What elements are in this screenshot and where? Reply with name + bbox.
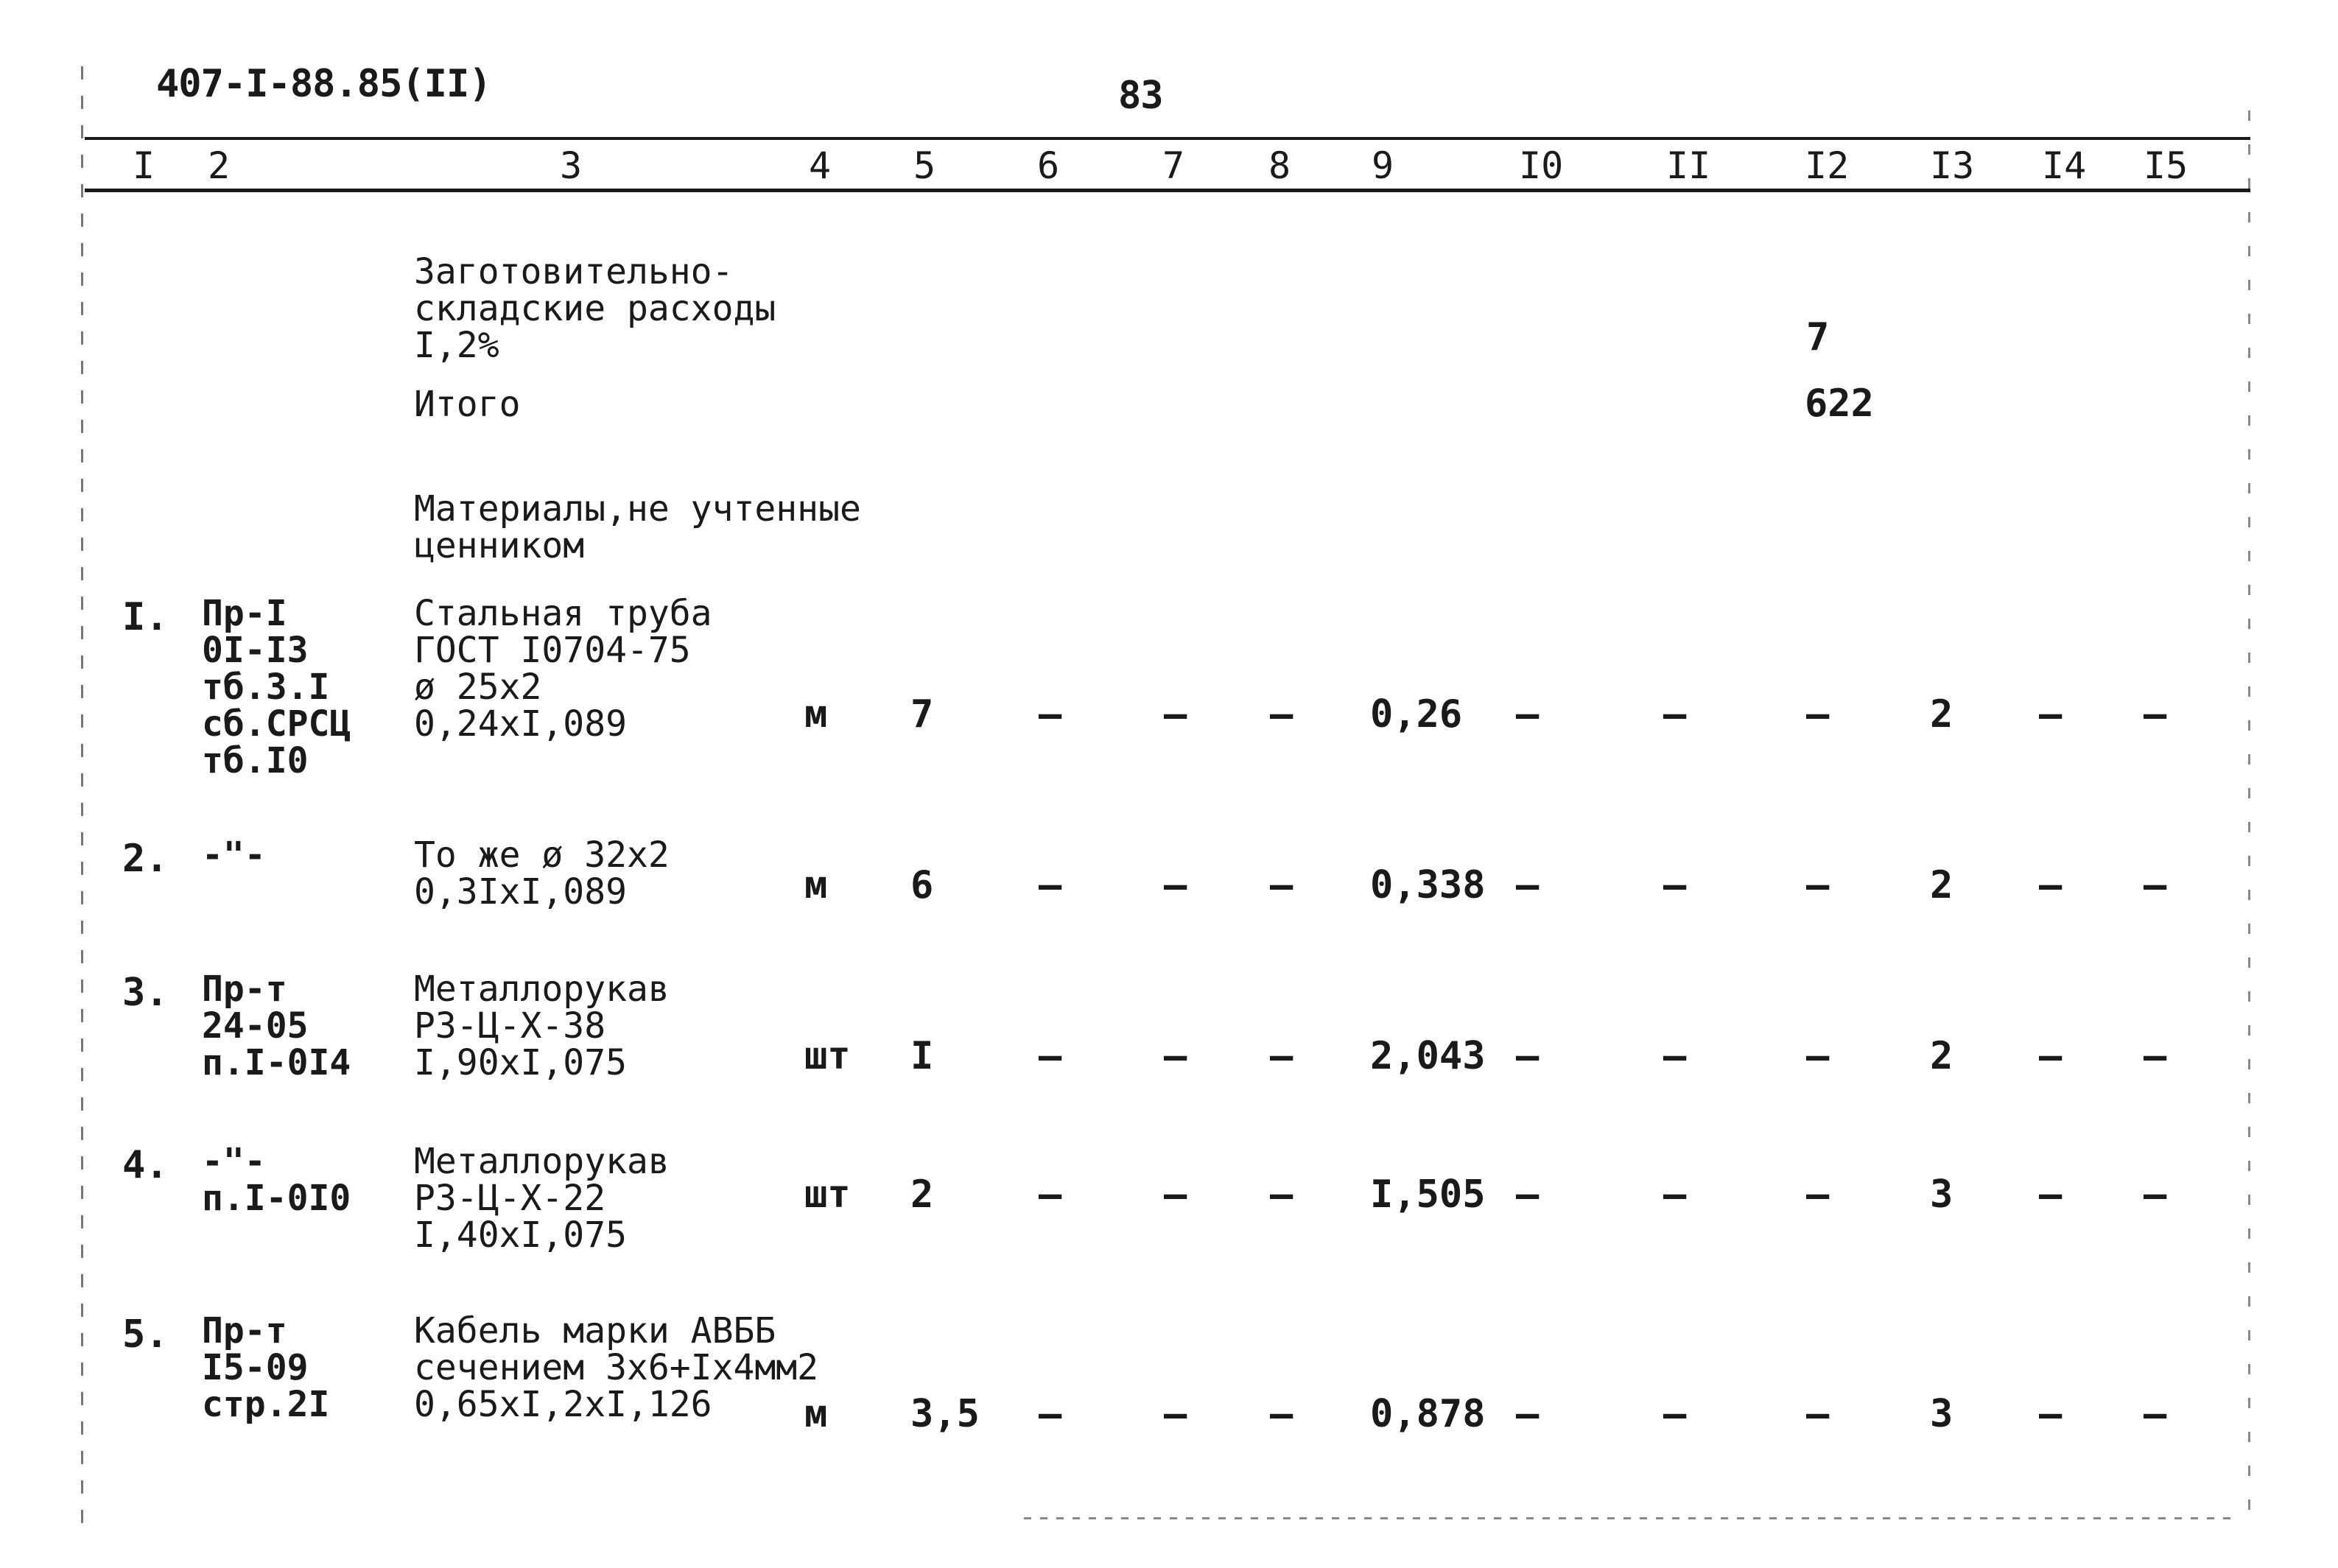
col11-cell: –: [1663, 1392, 1687, 1436]
reference-line: -"-: [202, 1141, 266, 1182]
quantity-cell: 6: [910, 863, 934, 907]
reference-line: 0I-I3: [202, 630, 309, 671]
unit-cell: шт: [804, 1173, 851, 1217]
row-number: 2.: [122, 837, 169, 881]
reference-line: стр.2I: [202, 1384, 330, 1425]
reference-line: тб.I0: [202, 740, 309, 781]
description-line: Кабель марки АВББ: [414, 1310, 776, 1351]
col12-cell: –: [1806, 1034, 1830, 1078]
overhead-line-3: I,2%: [414, 325, 499, 366]
col8-cell: –: [1270, 863, 1293, 907]
col11-cell: –: [1663, 1034, 1687, 1078]
reference-line: п.I-0I4: [202, 1042, 351, 1083]
description-line: Металлорукав: [414, 1141, 670, 1182]
description-line: I,40xI,075: [414, 1214, 627, 1256]
reference-line: Пр-т: [202, 1310, 287, 1351]
col11-cell: –: [1663, 692, 1687, 736]
col12-cell: –: [1806, 692, 1830, 736]
col14-cell: –: [2039, 1392, 2063, 1436]
col6-cell: –: [1039, 1034, 1062, 1078]
col15-cell: –: [2144, 863, 2167, 907]
column-number-3: 3: [560, 144, 583, 187]
column-number-8: 8: [1268, 144, 1291, 187]
document-code: 407-I-88.85(II): [156, 62, 491, 106]
column-number-10: I0: [1519, 144, 1564, 187]
reference-line: п.I-0I0: [202, 1178, 351, 1219]
section-heading-line-1: Материалы,не учтенные: [414, 488, 861, 530]
right-margin-edge: [2248, 110, 2250, 1532]
row-reference: [202, 1143, 351, 1217]
left-margin-edge: [81, 66, 83, 1525]
description-line: То же ø 32x2: [414, 834, 670, 876]
col14-cell: –: [2039, 863, 2063, 907]
overhead-line-2: складские расходы: [414, 288, 776, 329]
header-rule: [85, 189, 2250, 192]
col8-cell: –: [1270, 1173, 1293, 1217]
total-value: 622: [1805, 382, 1874, 426]
col7-cell: –: [1164, 692, 1187, 736]
price-cell: 2,043: [1370, 1034, 1486, 1078]
row-description: [414, 1143, 670, 1254]
column-number-1: I: [133, 144, 155, 187]
row-reference: [202, 595, 351, 779]
unit-cell: шт: [804, 1034, 851, 1078]
page-number: 83: [1118, 74, 1163, 118]
col10-cell: –: [1516, 1392, 1540, 1436]
col13-cell: 2: [1930, 863, 1953, 907]
description-line: ø 25x2: [414, 667, 542, 708]
col11-cell: –: [1663, 863, 1687, 907]
section-heading: [414, 488, 861, 566]
col15-cell: –: [2144, 1034, 2167, 1078]
column-number-15: I5: [2144, 144, 2188, 187]
col12-cell: –: [1806, 863, 1830, 907]
quantity-cell: I: [910, 1034, 934, 1078]
description-line: Металлорукав: [414, 968, 670, 1010]
column-number-4: 4: [809, 144, 832, 187]
reference-line: 24-05: [202, 1005, 309, 1047]
reference-line: Пр-т: [202, 968, 287, 1010]
column-number-9: 9: [1372, 144, 1394, 187]
col12-cell: –: [1806, 1173, 1830, 1217]
col13-cell: 3: [1930, 1173, 1953, 1217]
row-description: [414, 968, 670, 1083]
col10-cell: –: [1516, 692, 1540, 736]
col13-cell: 3: [1930, 1392, 1953, 1436]
row-number: 3.: [122, 971, 169, 1015]
description-line: 0,65xI,2xI,126: [414, 1384, 712, 1425]
col6-cell: –: [1039, 1392, 1062, 1436]
row-description: [414, 834, 670, 913]
quantity-cell: 2: [910, 1173, 934, 1217]
col8-cell: –: [1270, 1034, 1293, 1078]
col13-cell: 2: [1930, 1034, 1953, 1078]
top-rule: [85, 137, 2250, 140]
description-line: I,90xI,075: [414, 1042, 627, 1083]
reference-line: I5-09: [202, 1347, 309, 1388]
col8-cell: –: [1270, 692, 1293, 736]
col6-cell: –: [1039, 1173, 1062, 1217]
col7-cell: –: [1164, 863, 1187, 907]
column-number-6: 6: [1037, 144, 1060, 187]
price-cell: 0,338: [1370, 863, 1486, 907]
reference-line: Пр-I: [202, 593, 287, 634]
price-cell: I,505: [1370, 1173, 1486, 1217]
col15-cell: –: [2144, 692, 2167, 736]
row-number: I.: [122, 595, 169, 639]
overhead-value: 7: [1806, 315, 1830, 359]
description-line: сечением 3x6+Ix4мм2: [414, 1347, 819, 1388]
column-number-13: I3: [1930, 144, 1975, 187]
column-number-14: I4: [2042, 144, 2087, 187]
description-line: РЗ-Ц-Х-38: [414, 1005, 606, 1047]
col8-cell: –: [1270, 1392, 1293, 1436]
col6-cell: –: [1039, 692, 1062, 736]
col10-cell: –: [1516, 863, 1540, 907]
reference-line: тб.3.I: [202, 667, 330, 708]
col7-cell: –: [1164, 1392, 1187, 1436]
description-line: Стальная труба: [414, 593, 712, 634]
reference-line: -"-: [202, 834, 266, 876]
description-line: 0,24xI,089: [414, 703, 627, 745]
bottom-dotted-rule: [1024, 1517, 2232, 1519]
column-number-7: 7: [1162, 144, 1185, 187]
unit-cell: м: [804, 863, 828, 907]
section-heading-line-2: ценником: [414, 525, 585, 566]
unit-cell: м: [804, 692, 828, 736]
description-line: 0,3IxI,089: [414, 871, 627, 913]
col13-cell: 2: [1930, 692, 1953, 736]
row-reference: [202, 1312, 329, 1423]
column-number-12: I2: [1805, 144, 1850, 187]
row-number: 4.: [122, 1143, 169, 1187]
row-number: 5.: [122, 1312, 169, 1357]
col7-cell: –: [1164, 1173, 1187, 1217]
col15-cell: –: [2144, 1392, 2167, 1436]
col10-cell: –: [1516, 1034, 1540, 1078]
quantity-cell: 3,5: [910, 1392, 980, 1436]
column-number-2: 2: [208, 144, 231, 187]
col7-cell: –: [1164, 1034, 1187, 1078]
col11-cell: –: [1663, 1173, 1687, 1217]
col14-cell: –: [2039, 1034, 2063, 1078]
col12-cell: –: [1806, 1392, 1830, 1436]
col6-cell: –: [1039, 863, 1062, 907]
overhead-line-1: Заготовительно-: [414, 251, 734, 292]
column-number-5: 5: [913, 144, 936, 187]
quantity-cell: 7: [910, 692, 934, 736]
description-line: ГОСТ I0704-75: [414, 630, 691, 671]
price-cell: 0,878: [1370, 1392, 1486, 1436]
col14-cell: –: [2039, 692, 2063, 736]
price-cell: 0,26: [1370, 692, 1463, 736]
total-label: Итого: [414, 384, 521, 425]
description-line: РЗ-Ц-Х-22: [414, 1178, 606, 1219]
row-description: [414, 1312, 818, 1423]
row-reference: [202, 968, 351, 1083]
row-reference: [202, 834, 266, 876]
overhead-description: [414, 253, 776, 364]
col10-cell: –: [1516, 1173, 1540, 1217]
column-number-11: II: [1666, 144, 1711, 187]
row-description: [414, 593, 712, 745]
col15-cell: –: [2144, 1173, 2167, 1217]
reference-line: сб.СРСЦ: [202, 703, 351, 745]
unit-cell: м: [804, 1392, 828, 1436]
col14-cell: –: [2039, 1173, 2063, 1217]
